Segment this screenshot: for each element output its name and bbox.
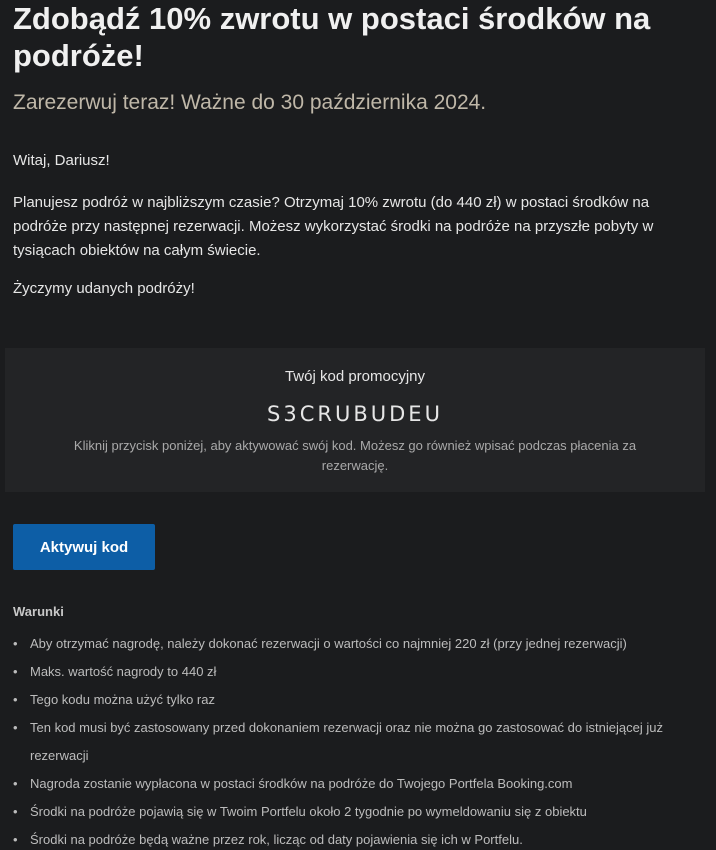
promo-subheadline: Zarezerwuj teraz! Ważne do 30 października 2024. <box>13 91 487 114</box>
bullet-icon: • <box>13 720 18 735</box>
promo-headline: Zdobądź 10% zwrotu w postaci środków na podróże! <box>13 1 651 73</box>
activate-code-button[interactable]: Aktywuj kod <box>13 524 155 570</box>
terms-item-text: Aby otrzymać nagrodę, należy dokonać rezerwacji o wartości co najmniej 220 zł (przy jednej rezerwacji) <box>30 636 627 651</box>
promo-code-label: Twój kod promocyjny <box>284 368 426 385</box>
bullet-icon: • <box>13 804 18 819</box>
terms-list-item <box>13 658 703 686</box>
bullet-icon: • <box>13 832 18 847</box>
terms-list-item <box>13 798 703 826</box>
greeting-text: Witaj, Dariusz! <box>13 152 110 169</box>
terms-list-item <box>13 770 703 798</box>
terms-list-item <box>13 630 703 658</box>
terms-item-text: Środki na podróże pojawią się w Twoim Portfelu około 2 tygodnie po wymeldowaniu się z obiektu <box>30 804 587 819</box>
bullet-icon: • <box>13 692 18 707</box>
bullet-icon: • <box>13 664 18 679</box>
terms-title: Warunki <box>13 604 64 619</box>
intro-paragraph: Planujesz podróż w najbliższym czasie? Otrzymaj 10% zwrotu (do 440 zł) w postaci środków na podróże przy następnej rezerwacji. Możesz wykorzystać środki na podróże na przyszłe pobyty w tysiącach obiektów na całym świecie. <box>13 194 654 259</box>
bullet-icon: • <box>13 636 18 651</box>
terms-list <box>13 630 703 850</box>
terms-item-text: Ten kod musi być zastosowany przed dokonaniem rezerwacji oraz nie można go zastosować do istniejącej już rezerwacji <box>30 720 663 763</box>
terms-list-item <box>13 826 703 850</box>
terms-list-item <box>13 686 703 714</box>
terms-item-text: Środki na podróże będą ważne przez rok, licząc od daty pojawienia się ich w Portfelu. <box>30 832 523 847</box>
promo-code-note: Kliknij przycisk poniżej, aby aktywować swój kod. Możesz go również wpisać podczas płacenia za rezerwację. <box>73 438 637 473</box>
terms-list-item <box>13 714 703 770</box>
terms-item-text: Maks. wartość nagrody to 440 zł <box>30 664 217 679</box>
promo-code-value: S3CRUBUDEU <box>267 402 443 426</box>
closing-text: Życzymy udanych podróży! <box>13 280 195 297</box>
terms-item-text: Nagroda zostanie wypłacona w postaci środków na podróże do Twojego Portfela Booking.com <box>30 776 573 791</box>
promo-code-box <box>5 348 705 492</box>
bullet-icon: • <box>13 776 18 791</box>
terms-item-text: Tego kodu można użyć tylko raz <box>30 692 215 707</box>
